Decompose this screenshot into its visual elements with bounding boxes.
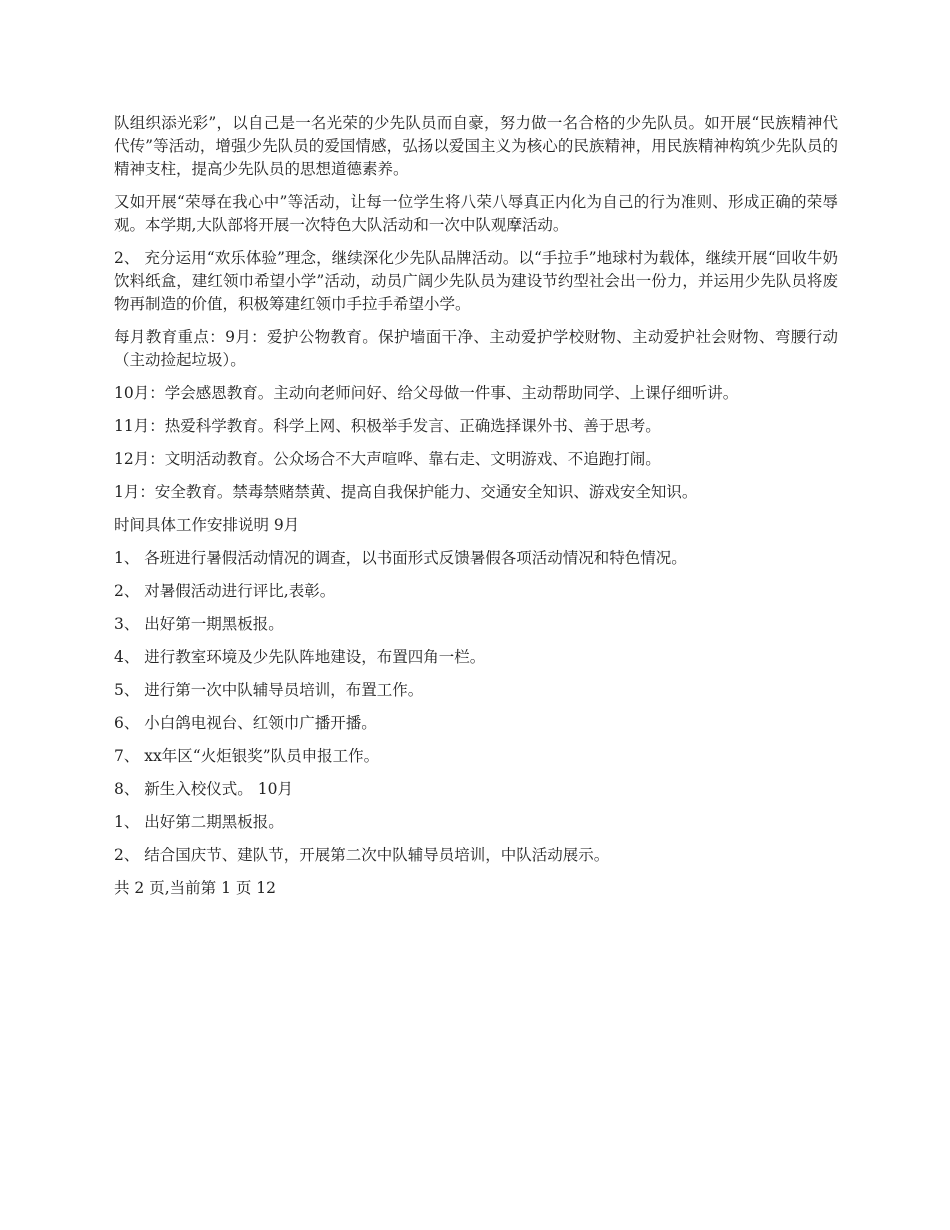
paragraph: 11月：热爱科学教育。科学上网、积极举手发言、正确选择课外书、善于思考。 <box>114 417 661 435</box>
list-item: 2、 对暑假活动进行评比,表彰。 <box>114 582 336 600</box>
paragraph: 1月：安全教育。禁毒禁赌禁黄、提高自我保护能力、交通安全知识、游戏安全知识。 <box>114 483 698 501</box>
paragraph: 又如开展“荣辱在我心中”等活动，让每一位学生将八荣八辱真正内化为自己的行为准则、形成正确的荣辱观。本学期,大队部将开展一次特色大队活动和一次中队观摩活动。 <box>114 193 838 234</box>
list-item: 4、 进行教室环境及少先队阵地建设，布置四角一栏。 <box>114 648 486 666</box>
list-item: 5、 进行第一次中队辅导员培训，布置工作。 <box>114 681 424 699</box>
page-footer: 共 2 页,当前第 1 页 12 <box>114 879 277 897</box>
list-item: 1、 出好第二期黑板报。 <box>114 813 284 831</box>
section-heading: 时间具体工作安排说明 9月 <box>114 516 300 534</box>
paragraph: 2、 充分运用“欢乐体验”理念，继续深化少先队品牌活动。以“手拉手”地球村为载体，继续开展“回收牛奶饮料纸盒，建红领巾希望小学”活动，动员广阔少先队员为建设节约型社会出一份力，并运用少先队员将废物再制造的价值，积极筹建红领巾手拉手希望小学。 <box>114 249 838 313</box>
list-item: 3、 出好第一期黑板报。 <box>114 615 284 633</box>
paragraph: 队组织添光彩”，以自己是一名光荣的少先队员而自豪，努力做一名合格的少先队员。如开展“民族精神代代传”等活动，增强少先队员的爱国情感，弘扬以爱国主义为核心的民族精神，用民族精神构筑少先队员的精神支柱，提高少先队员的思想道德素养。 <box>114 114 838 178</box>
document-body <box>114 112 838 910</box>
list-item: 6、 小白鸽电视台、红领巾广播开播。 <box>114 714 377 732</box>
list-item: 7、 xx年区“火炬银奖”队员申报工作。 <box>114 747 380 765</box>
list-item: 8、 新生入校仪式。 10月 <box>114 780 293 798</box>
paragraph: 10月：学会感恩教育。主动向老师问好、给父母做一件事、主动帮助同学、上课仔细听讲。 <box>114 384 739 402</box>
list-item: 1、 各班进行暑假活动情况的调查，以书面形式反馈暑假各项活动情况和特色情况。 <box>114 549 687 567</box>
list-item: 2、 结合国庆节、建队节，开展第二次中队辅导员培训，中队活动展示。 <box>114 846 610 864</box>
paragraph: 12月：文明活动教育。公众场合不大声喧哗、靠右走、文明游戏、不追跑打闹。 <box>114 450 661 468</box>
paragraph: 每月教育重点：9月：爱护公物教育。保护墙面干净、主动爱护学校财物、主动爱护社会财物、弯腰行动（主动捡起垃圾）。 <box>114 328 838 369</box>
